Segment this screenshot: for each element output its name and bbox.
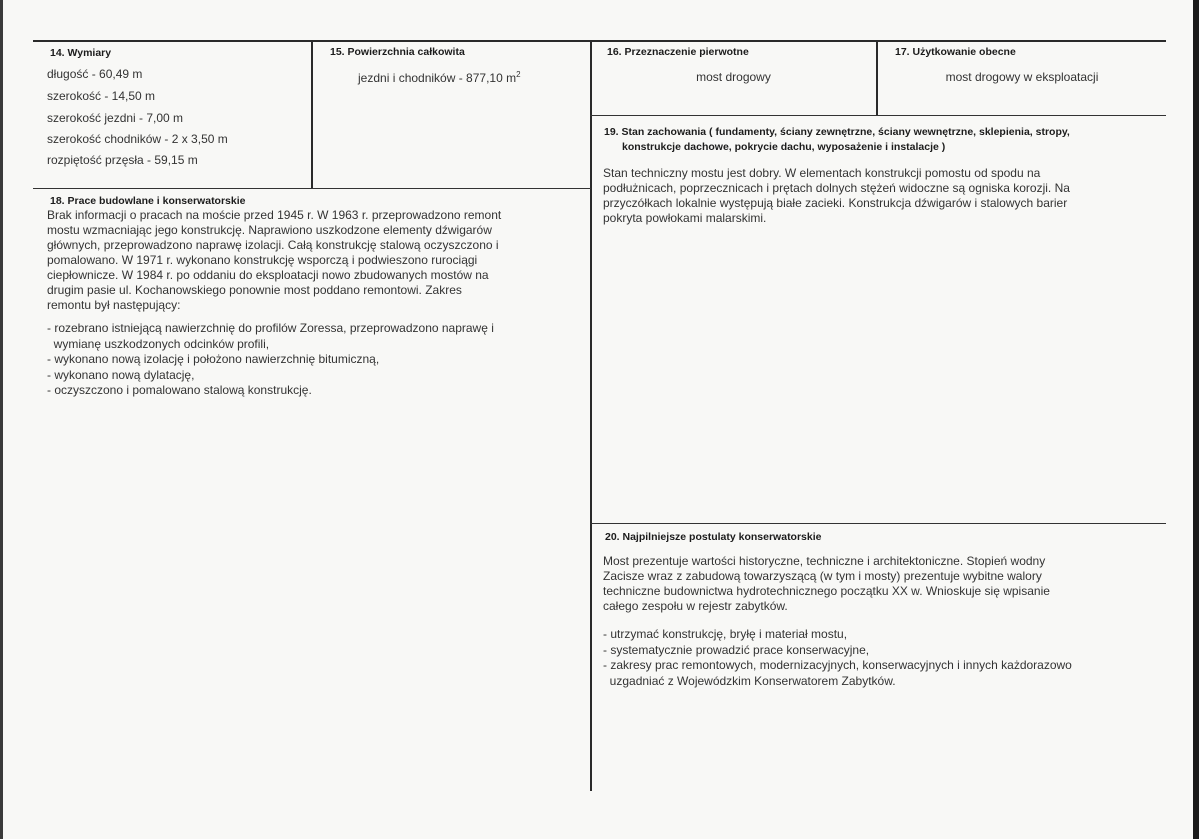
list-item: - utrzymać konstrukcję, bryłę i materiał mostu, (603, 627, 848, 641)
divider-14-15 (311, 41, 313, 189)
postulates-line: Zacisze wraz z zabudową towarzyszącą (w tym i mosty) prezentuje wybitne walory (603, 569, 1042, 583)
works-line: drugim pasie ul. Kochanowskiego ponownie most poddano remontowi. Zakres (47, 283, 462, 297)
works-line: ciepłownicze. W 1984 r. po oddaniu do eksploatacji nowo zbudowanych mostów na (47, 268, 489, 282)
works-line: mostu wzmacniając jego konstrukcję. Naprawiono uszkodzone elementy dźwigarów (47, 223, 492, 237)
condition-line: przyczółkach lokalnie występują białe zacieki. Konstrukcja dźwigarów i stalowych barier (603, 196, 1068, 210)
cell-15-title: 15. Powierzchnia całkowita (330, 46, 465, 58)
postulates-line: całego zespołu w rejestr zabytków. (603, 599, 788, 613)
list-item: - wykonano nową dylatację, (47, 367, 195, 382)
divider-left-right (590, 41, 592, 791)
border-above-20 (590, 523, 1166, 524)
works-line: pomalowano. W 1971 r. wykonano konstrukcję wsporczą i podwieszono rurociągi (47, 253, 478, 267)
works-line: głównych, przeprowadzono naprawę izolacji. Całą konstrukcję stalową oczyszczono i (47, 238, 499, 252)
works-paragraph (47, 208, 580, 313)
scan-edge-right (1193, 0, 1199, 839)
cell-17-title: 17. Użytkowanie obecne (895, 46, 1016, 58)
dimension-length: długość - 60,49 m (47, 67, 143, 81)
scan-edge-left (0, 0, 3, 839)
total-area-value (358, 70, 521, 85)
cell-18-title: 18. Prace budowlane i konserwatorskie (50, 195, 246, 207)
works-line: remontu był następujący: (47, 298, 181, 312)
postulates-line: Most prezentuje wartości historyczne, techniczne i architektoniczne. Stopień wodny (603, 554, 1046, 568)
cell-16-title: 16. Przeznaczenie pierwotne (607, 46, 749, 58)
cell-20-title: 20. Najpilniejsze postulaty konserwatorskie (605, 531, 822, 543)
list-item: - zakresy prac remontowych, modernizacyjnych, konserwacyjnych i innych każdorazowo (603, 658, 1072, 672)
condition-paragraph (603, 166, 1153, 226)
condition-line: pokryta powłokami malarskimi. (603, 211, 767, 225)
cell-14-title: 14. Wymiary (50, 47, 112, 59)
works-bullet-list (47, 321, 580, 399)
dimension-span: rozpiętość przęsła - 59,15 m (47, 153, 198, 167)
list-item: - wykonano nową izolację i położono nawierzchnię bitumiczną, (47, 352, 380, 366)
condition-line: Stan techniczny mostu jest dobry. W elementach konstrukcji pomostu od spodu na (603, 166, 1041, 180)
list-item: uzgadniać z Wojewódzkim Konserwatorem Zabytków. (603, 673, 896, 688)
postulates-paragraph (603, 554, 1153, 614)
postulates-line: techniczne budownictwa hydrotechnicznego początku XX w. Wnioskuje się wpisanie (603, 584, 1050, 598)
cell-19-title: 19. Stan zachowania ( fundamenty, ściany zewnętrzne, ściany wewnętrzne, sklepienia, stropy, (604, 126, 1070, 138)
dimension-width: szerokość - 14,50 m (47, 89, 156, 103)
total-area-text: jezdni i chodników - 877,10 m (358, 71, 517, 85)
works-line: Brak informacji o pracach na moście przed 1945 r. W 1963 r. przeprowadzono remont (47, 208, 502, 222)
list-item: wymianę uszkodzonych odcinków profili, (47, 336, 270, 351)
list-item: - rozebrano istniejącą nawierzchnię do profilów Zoressa, przeprowadzono naprawę i (47, 321, 494, 335)
border-below-16-17 (590, 115, 1166, 116)
dimension-roadway-width: szerokość jezdni - 7,00 m (47, 111, 184, 125)
border-below-14-15 (33, 188, 591, 189)
current-use-value: most drogowy w eksploatacji (945, 70, 1099, 84)
area-unit-superscript: 2 (516, 70, 521, 79)
list-item: - oczyszczono i pomalowano stalową konstrukcję. (47, 383, 312, 397)
cell-19-title-continued: konstrukcje dachowe, pokrycie dachu, wyposażenie i instalacje ) (622, 141, 946, 153)
list-item: - systematycznie prowadzić prace konserwacyjne, (603, 642, 870, 657)
postulates-bullet-list (603, 627, 1153, 689)
dimension-sidewalk-width: szerokość chodników - 2 x 3,50 m (47, 132, 228, 146)
condition-line: podłużnicach, poprzecznicach i prętach dolnych stężeń widoczne są ogniska korozji. Na (603, 181, 1070, 195)
original-purpose-value: most drogowy (696, 70, 771, 84)
table-top-border (33, 40, 1166, 42)
